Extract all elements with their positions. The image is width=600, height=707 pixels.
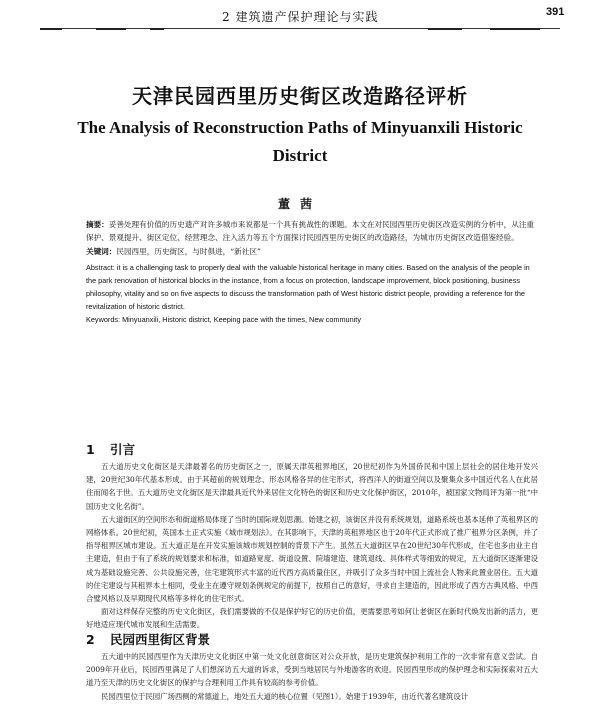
- section-heading: [86, 630, 210, 648]
- body-paragraph: 民园西里位于民园广场西侧的常德道上，地处五大道的核心位置（见图1）。始建于1939年，由近代著名建筑设计: [101, 691, 469, 701]
- section-number: 1: [86, 442, 95, 457]
- section-body: [86, 460, 538, 632]
- keywords-chinese: [86, 245, 538, 258]
- header-rule-dash: [490, 28, 540, 30]
- section-heading: [86, 440, 135, 458]
- section-body: [86, 650, 538, 703]
- abstract-label: 摘要：: [86, 220, 109, 229]
- section-number: 2: [86, 632, 95, 647]
- title-english: The Analysis of Reconstruction Paths of Minyuanxili Historic District: [77, 118, 523, 165]
- section-title: 引言: [110, 442, 136, 457]
- body-paragraph: 面对这样保存完整的历史文化街区，我们需要做的不仅是保护好它的历史价值，更需要思考如何让老街区在新时代焕发出新的活力，更好地适应现代城市发展和生活需要。: [86, 607, 538, 630]
- abstract-chinese: [86, 218, 538, 244]
- keywords-text: 民园西里，历史街区，与时俱进，“新社区”: [116, 247, 261, 256]
- body-paragraph: 五大道街区的空间形态和街道格局体现了当时的国际规划思潮。始建之初，该街区并没有系统规划，道路系统也基本延伸了英租界区的网格体系。20世纪初，英国本土正式实施《城市规划法》。在其影响下，天津的英租界地区也于20年代正式形成了推广租界分区条例，并了指导租界区城市建设。五大道正是在开发实施该城市规划控制的背景下产生。虽然五大道街区早在20世纪30年代形成，住宅也多由业主自主建造，但由于有了系统的规划要求和标准，如道路宽度、街道设置、院墙建造、建筑退线、具体样式等细致的规定，五大道街区逐渐建设成为基础设施完善、公共设施完善，住宅建筑形式丰富的近代西方高质量住区，并吸引了众多当时中国上流社会人物来此置业居住。五大道的住宅建设与其租界本土相同，受业主在遵守规划条例规定的前提下，按照自己的意好，寻求自主建造的，因此形成了西方古典风格、中西合璧风格以及早期现代风格等多样化的住宅形式。: [86, 514, 538, 604]
- keywords-en-label: Keywords:: [86, 315, 121, 324]
- header-rule-dash: [40, 28, 62, 30]
- abstract-english: [86, 261, 538, 313]
- header-rule-dash: [96, 28, 126, 30]
- header-rule-dash: [150, 28, 164, 30]
- running-header-text: 2 建筑遗产保护理论与实践: [222, 10, 379, 24]
- running-header: [0, 8, 600, 30]
- page-number: 391: [546, 6, 565, 18]
- abstract-en-label: Abstract:: [86, 263, 115, 272]
- author: 董茜: [277, 197, 322, 211]
- keywords-label: 关键词：: [86, 247, 117, 256]
- abstract-block: [86, 218, 538, 326]
- title-chinese: 天津民园西里历史街区改造路径评析: [132, 84, 468, 108]
- abstract-en-text: it is a challenging task to properly deal with the valuable historical heritage in many cities. Based on the analysis of the people in the park renovation of historical blocks in the instance, from a focus on protection, landscape improvement, block positioning, business philosophy, vitality and so on five aspects to discuss the transformation path of West historic district people, providing a reference for the revitalization of historic district.: [86, 263, 530, 311]
- body-paragraph: 五大道历史文化街区是天津最著名的历史街区之一，原属天津英租界地区，20世纪初作为外国侨民和中国上层社会的居住地开发兴建，20世纪30年代基本形成。由于其超前的规划理念、形态风格各异的住宅形式，将西洋人的街道空间以及聚集众多中国近代名人在此居住而闻名于世。五大道历史文化街区是天津最具近代外来居住文化特色的街区和历史文化保护街区，2010年，被国家文物局评为第一批“中国历史文化名街”。: [86, 462, 538, 511]
- section-title: 民园西里街区背景: [110, 632, 211, 647]
- keywords-english: [86, 313, 538, 326]
- keywords-en-text: Minyuanxili, Historic district, Keeping pace with the times, New community: [120, 315, 361, 324]
- header-rule-dash: [428, 28, 462, 30]
- abstract-text: 妥善处理有价值的历史遗产对许多城市来说都是一个具有挑战性的课题。本文在对民园西里历史街区改造实例的分析中，从注重保护、景观提升、街区定位、经营理念、注入活力等五个方面探讨民园西里历史街区的改造路径，为城市历史街区改造借鉴经验。: [86, 220, 535, 242]
- body-paragraph: 五大道中的民园西里作为天津历史文化街区中第一处文化创意街区对公众开放，是历史建筑保护利用工作的一次非常有意义尝试。自2009年开业后，民园西里满足了人们想深访五大道的诉求，受到当地居民与外地游客的欢迎。民园西里形成的保护理念和实际探索对五大道乃至天津的历史文化街区的保护与合理利用工作具有较高的参考价值。: [86, 652, 538, 688]
